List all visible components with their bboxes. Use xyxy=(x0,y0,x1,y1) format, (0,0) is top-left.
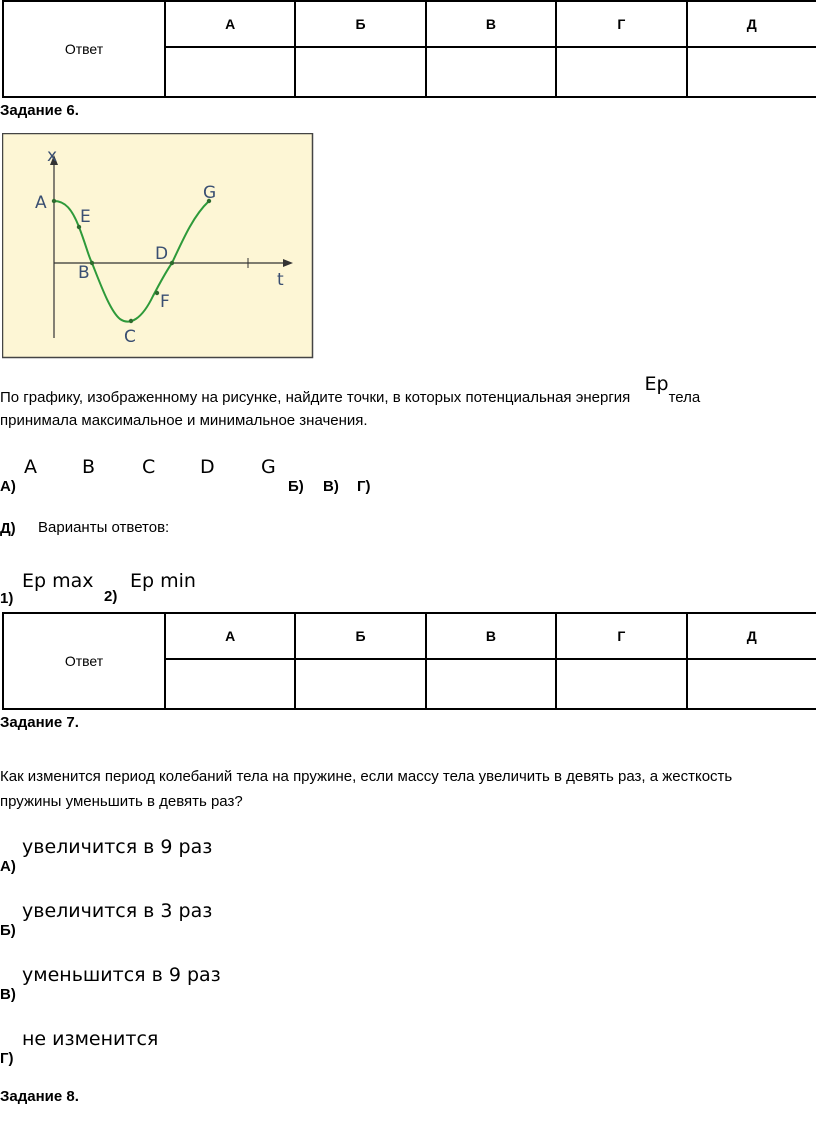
answer-label-2: 2) xyxy=(104,588,118,605)
answer-value-1: Ep max xyxy=(22,570,94,592)
option-label-g: Г) xyxy=(357,478,371,495)
task7-question-line2: пружины уменьшить в девять раз? xyxy=(0,793,243,810)
answer-cell[interactable] xyxy=(687,659,816,709)
point-b-dot xyxy=(90,261,94,265)
answer-cell[interactable] xyxy=(426,659,556,709)
answer-header: В xyxy=(426,613,556,659)
option-label-v: В) xyxy=(323,478,339,495)
answer-cell[interactable] xyxy=(165,659,295,709)
task7-option-text-a[interactable]: увеличится в 9 раз xyxy=(22,836,213,858)
task7-title: Задание 7. xyxy=(0,714,79,731)
energy-symbol: Ep xyxy=(644,373,669,395)
answer-cell[interactable] xyxy=(556,47,686,97)
point-d-dot xyxy=(170,261,174,265)
axis-x-label: x xyxy=(47,146,58,166)
task7-option-text-g[interactable]: не изменится xyxy=(22,1028,159,1050)
answer-header: Г xyxy=(556,613,686,659)
task7-option-label-b: Б) xyxy=(0,922,16,939)
point-c-dot xyxy=(129,319,133,323)
point-label-f: F xyxy=(160,292,170,312)
option-label-b: Б) xyxy=(288,478,304,495)
point-f-dot xyxy=(155,291,159,295)
answer-cell[interactable] xyxy=(687,47,816,97)
answer-table-2 xyxy=(2,612,816,710)
answer-header: А xyxy=(165,613,295,659)
task7-question-line1: Как изменится период колебаний тела на пружине, если массу тела увеличить в девять раз, а жесткость xyxy=(0,768,733,785)
point-label-g: G xyxy=(203,183,217,203)
task7-option-text-b[interactable]: увеличится в 3 раз xyxy=(22,900,213,922)
answer-label: Ответ xyxy=(3,1,165,97)
point-label-d: D xyxy=(155,244,169,264)
axis-t-label: t xyxy=(277,270,284,290)
task6-question-line2: принимала максимальное и минимальное значения. xyxy=(0,412,368,429)
answer-header: Б xyxy=(295,1,425,47)
task8-title: Задание 8. xyxy=(0,1088,79,1105)
answer-table-1 xyxy=(2,0,816,98)
answer-cell[interactable] xyxy=(165,47,295,97)
option-label-a: А) xyxy=(0,478,16,495)
point-label-b: B xyxy=(78,263,90,283)
answer-cell[interactable] xyxy=(556,659,686,709)
point-label-c: C xyxy=(124,327,136,347)
point-label-e: E xyxy=(80,207,91,227)
answer-header: В xyxy=(426,1,556,47)
option-value-g: G xyxy=(261,456,276,478)
task6-question-line1 xyxy=(0,373,701,411)
task6-title: Задание 6. xyxy=(0,102,79,119)
point-a-dot xyxy=(52,199,56,203)
task7-option-label-g: Г) xyxy=(0,1050,14,1067)
answer-label: Ответ xyxy=(3,613,165,709)
answer-label-1: 1) xyxy=(0,590,14,607)
answer-header: Д xyxy=(687,613,816,659)
option-value-c: C xyxy=(142,456,156,478)
answer-header: Г xyxy=(556,1,686,47)
option-value-d: D xyxy=(200,456,215,478)
option-value-a: A xyxy=(24,456,37,478)
answer-header: А xyxy=(165,1,295,47)
option-value-b: B xyxy=(82,456,96,478)
task7-option-text-v[interactable]: уменьшится в 9 раз xyxy=(22,964,221,986)
task7-option-label-v: В) xyxy=(0,986,16,1003)
answer-cell[interactable] xyxy=(295,47,425,97)
answer-value-2: Ep min xyxy=(130,570,196,592)
question-text: По графику, изображенному на рисунке, найдите точки, в которых потенциальная энергия xyxy=(0,389,631,406)
oscillation-graph xyxy=(2,133,314,359)
answer-header: Д xyxy=(687,1,816,47)
answer-cell[interactable] xyxy=(295,659,425,709)
task7-option-label-a: А) xyxy=(0,858,16,875)
question-text-suffix: тела xyxy=(668,389,701,406)
variants-label: Варианты ответов: xyxy=(38,519,170,536)
point-label-a: A xyxy=(35,193,47,213)
answer-cell[interactable] xyxy=(426,47,556,97)
option-label-d: Д) xyxy=(0,520,16,537)
answer-header: Б xyxy=(295,613,425,659)
